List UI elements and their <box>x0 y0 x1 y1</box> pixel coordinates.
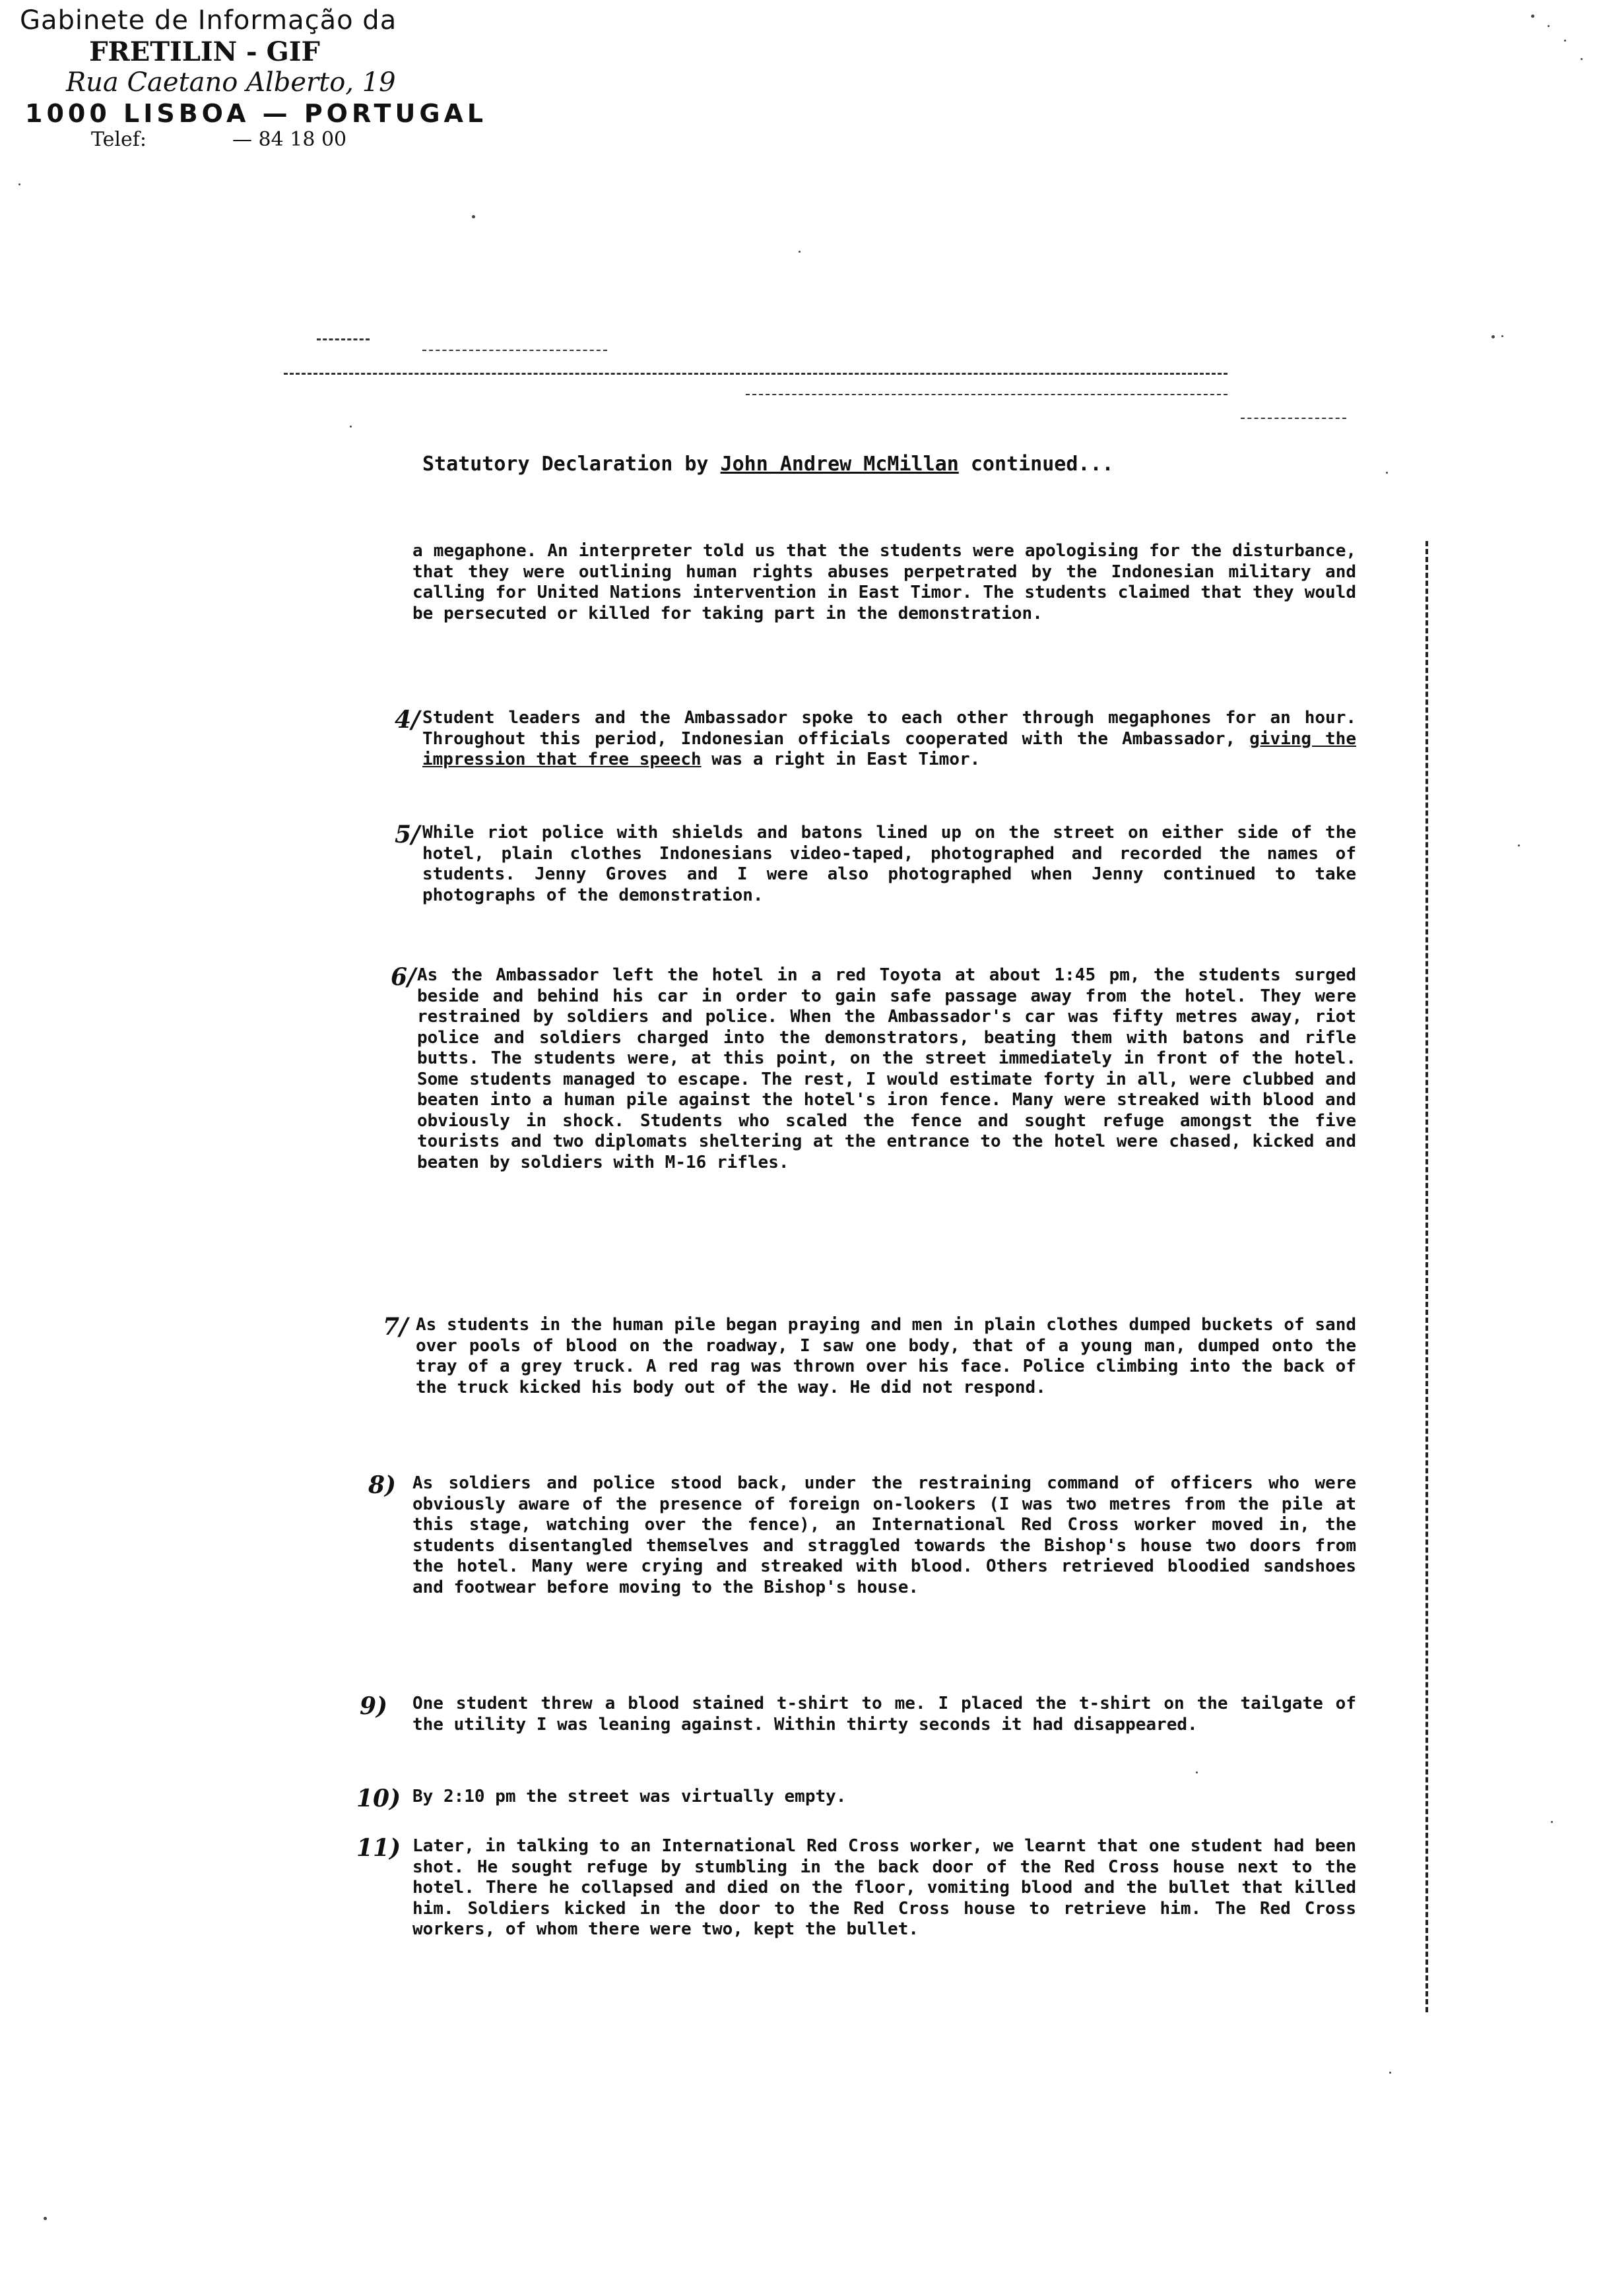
paragraph-number: 4/ <box>395 706 420 734</box>
paragraph-8: As soldiers and police stood back, under the restraining command of officers who were obviously aware of the presence of foreign on-lookers (I was two metres from the pile at this stage, watching over the fence), an International Red Cross worker moved in, the students disentangled themselves and straggled towards the Bishop's house two doors from the hotel. Many were crying and streaked with blood. Others retrieved bloodied sandshoes and footwear before moving to the Bishop's house. <box>412 1473 1356 1597</box>
paragraph-continued: a megaphone. An interpreter told us that the students were apologising for the disturbance, that they were outlining human rights abuses perpetrated by the Indonesian military and calling for United Nations intervention in East Timor. The students claimed that they would be persecuted or killed for taking part in the demonstration. <box>412 541 1356 623</box>
scan-line-upper <box>422 350 607 351</box>
letterhead-phone-number: — 84 18 00 <box>232 128 347 152</box>
margin-bar <box>1425 541 1428 2012</box>
paragraph-7: As students in the human pile began praying and men in plain clothes dumped buckets of sand over pools of blood on the roadway, I saw one body, that of a young man, dumped onto the tray of a grey truck. A red rag was thrown over his face. Police climbing into the back of the truck kicked his body out of the way. He did not respond. <box>416 1315 1356 1397</box>
paragraph-9: One student threw a blood stained t-shirt to me. I placed the t-shirt on the tailgate of the utility I was leaning against. Within thirty seconds it had disappeared. <box>412 1694 1356 1735</box>
letterhead-phone-label: Telef: <box>91 128 147 152</box>
paragraph-4-underlined: giving the impression that free speech <box>422 728 1356 769</box>
paragraph-number: 6/ <box>391 963 416 991</box>
letterhead-name: FRETILIN - GIF <box>89 36 320 68</box>
scan-line-right <box>1241 418 1346 419</box>
speck <box>1551 1821 1553 1823</box>
paragraph-number: 5/ <box>395 821 420 848</box>
letterhead-org: Gabinete de Informação da <box>20 5 397 36</box>
declaration-heading <box>422 453 1114 476</box>
heading-suffix: continued... <box>958 453 1114 476</box>
paragraph-4-text-b: was a right in East Timor. <box>701 749 981 769</box>
speck <box>18 183 20 185</box>
speck <box>799 251 801 253</box>
speck <box>1518 845 1520 846</box>
speck <box>1581 58 1583 60</box>
speck <box>44 2217 47 2220</box>
speck <box>472 215 475 218</box>
paragraph-number: 9) <box>360 1692 388 1720</box>
letterhead-city: 1000 LISBOA — PORTUGAL <box>25 98 488 128</box>
scan-line-top <box>317 338 370 340</box>
paragraph-4-text-a: Student leaders and the Ambassador spoke to each other through megaphones for an hour. Throughout this period, Indonesian officials cooperated with the Ambassador, <box>422 708 1356 749</box>
paragraph-11: Later, in talking to an International Red Cross worker, we learnt that one student had been shot. He sought refuge by stumbling in the back door of the Red Cross house next to the hotel. There he collapsed and died on the floor, vomiting blood and the bullet that killed him. Soldiers kicked in the door to the Red Cross house to retrieve him. The Red Cross workers, of whom there were two, kept the bullet. <box>412 1836 1356 1939</box>
paragraph-5: While riot police with shields and batons lined up on the street on either side of the hotel, plain clothes Indonesians video-taped, photographed and recorded the names of students. Jenny Groves and I were also photographed when Jenny continued to take photographs of the demonstration. <box>422 823 1356 905</box>
speck <box>1491 335 1495 338</box>
letterhead-street: Rua Caetano Alberto, 19 <box>66 67 396 98</box>
scan-line-main <box>284 373 1228 375</box>
paragraph-4 <box>422 708 1356 771</box>
speck <box>1386 472 1388 474</box>
paragraph-10: By 2:10 pm the street was virtually empty. <box>412 1787 847 1806</box>
speck <box>1389 2072 1391 2074</box>
letterhead <box>20 5 495 152</box>
paragraph-number: 7/ <box>383 1313 409 1341</box>
speck <box>350 426 352 428</box>
speck <box>1548 25 1550 27</box>
paragraph-number: 10) <box>356 1785 401 1812</box>
heading-prefix: Statutory Declaration by <box>422 453 721 476</box>
declarant-name: John Andrew McMillan <box>720 453 959 476</box>
speck <box>1564 40 1566 42</box>
speck <box>1196 1771 1198 1773</box>
speck <box>1531 15 1534 18</box>
letterhead-phone <box>20 128 495 151</box>
paragraph-number: 8) <box>368 1471 397 1499</box>
scan-line-lower <box>746 394 1228 395</box>
speck <box>1501 335 1503 337</box>
paragraph-6: As the Ambassador left the hotel in a red Toyota at about 1:45 pm, the students surged beside and behind his car in order to gain safe passage away from the hotel. They were restrained by soldiers and police. When the Ambassador's car was fifty metres away, riot police and soldiers charged into the demonstrators, beating them with batons and rifle butts. The students were, at this point, on the street immediately in front of the hotel. Some students managed to escape. The rest, I would estimate forty in all, were clubbed and beaten into a human pile against the hotel's iron fence. Many were streaked with blood and obviously in shock. Students who scaled the fence and sought refuge amongst the five tourists and two diplomats sheltering at the entrance to the hotel were chased, kicked and beaten by soldiers with M-16 rifles. <box>417 965 1356 1172</box>
paragraph-number: 11) <box>356 1834 401 1862</box>
